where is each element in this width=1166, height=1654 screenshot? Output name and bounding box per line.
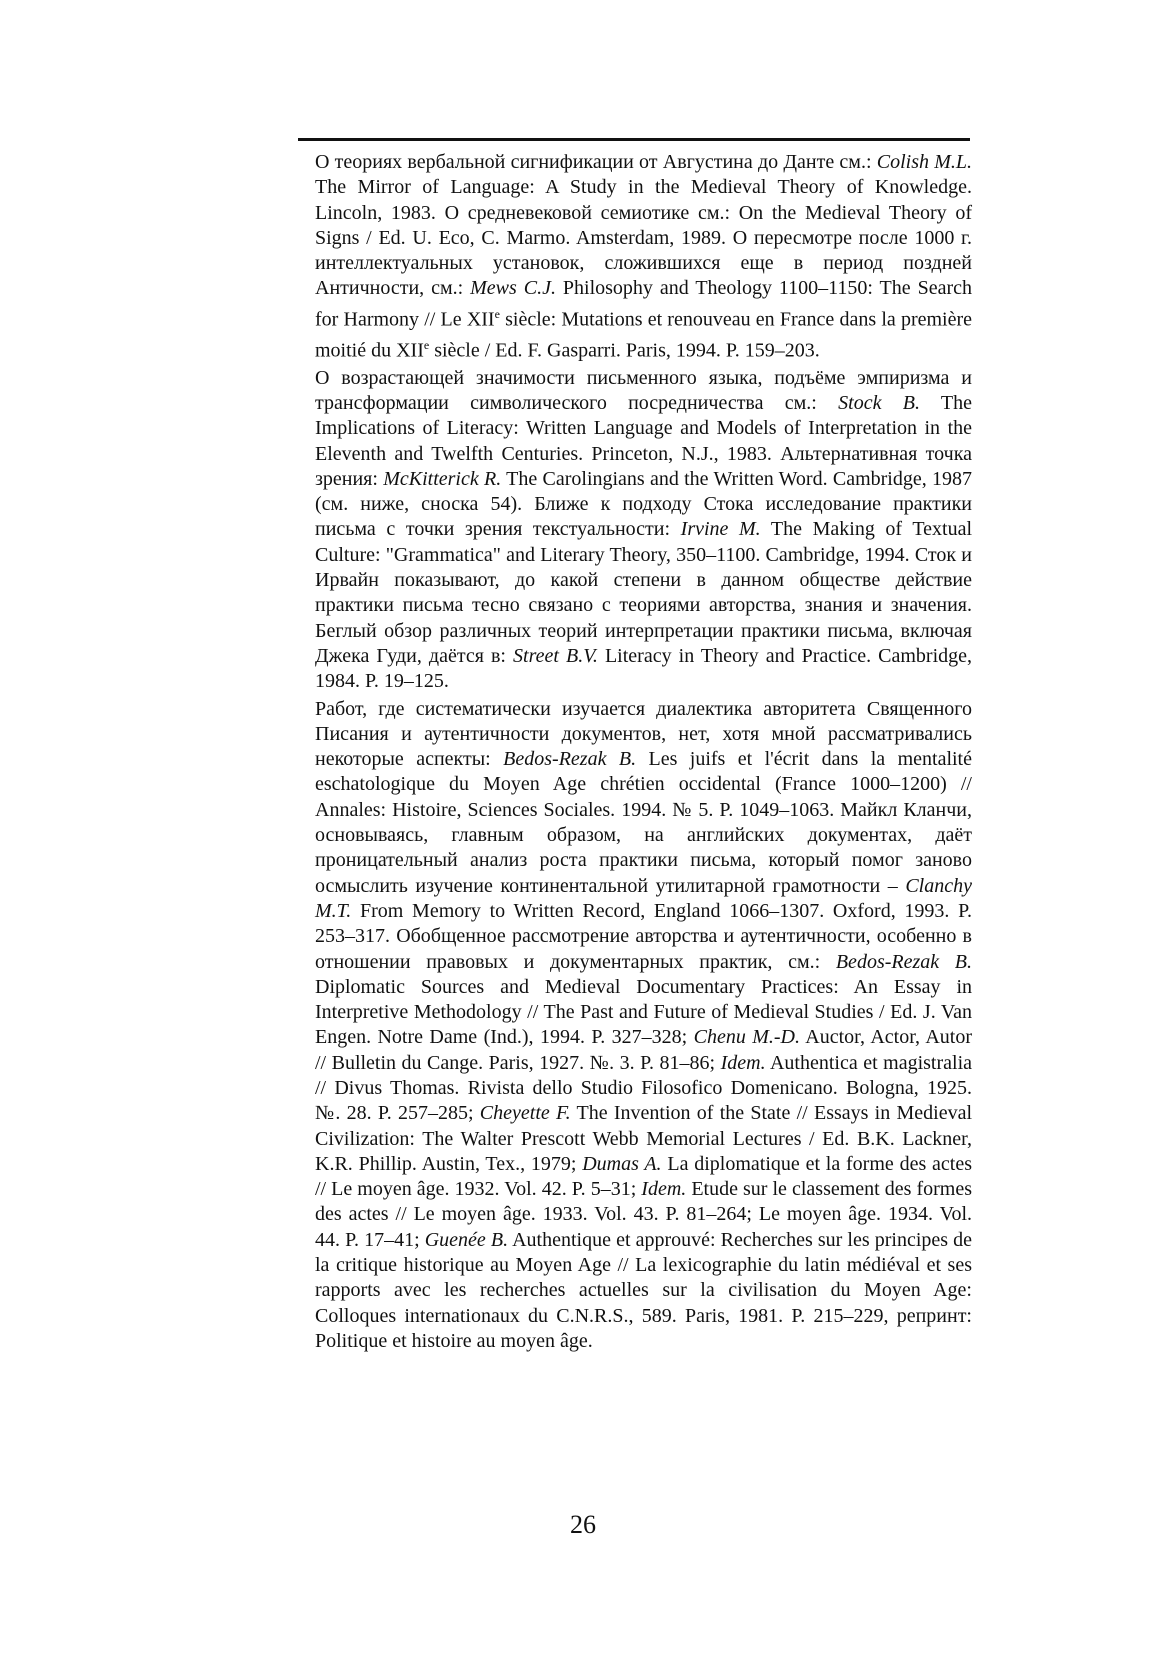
footnote-text: The Implications of Literacy: Written Language and Models of Interpretation in the Eleventh and Twelfth Centuries. Princeton, N.J., 1983. Альтернативная точка зрения: <box>315 391 973 490</box>
author-name: Stock B. <box>838 391 920 414</box>
author-name: Mews C.J. <box>470 277 556 300</box>
author-name: Irvine M. <box>680 518 761 541</box>
author-name: McKitterick R. <box>383 467 502 490</box>
author-name: Clanchy M.T. <box>315 874 972 922</box>
footnote-text: siècle: Mutations et renouveau en France dans la première moitié du XII <box>315 308 973 362</box>
footnote <box>315 366 972 695</box>
footnote-text: The Mirror of Language: A Study in the Medieval Theory of Knowledge. Lincoln, 1983. О средневековой семиотике см.: On the Medieval Theory of Signs / Ed. U. Eco, C. Marmo. Amsterdam, 1989. О пересмотре после 1000 г. интеллектуальных установок, сложившихся еще в период поздней Античности, см.: <box>315 176 972 300</box>
author-name: Idem. <box>720 1051 766 1074</box>
footnote-text: О возрастающей значимости письменного языка, подъёме эмпиризма и трансформации символического посредничества см.: <box>315 366 972 414</box>
footnote-text: Authentique et approuvé: Recherches sur les principes de la critique historique au Moyen Age // La lexicographie du latin médiéval et ses rapports avec les recherches actuelles sur la civilisation du Moyen Age: Colloques internationaux du C.N.R.S., 589. Paris, 1981. P. 215–229, репринт: Politique et histoire au moyen âge. <box>315 1228 973 1352</box>
author-name: Cheyette F. <box>479 1102 571 1125</box>
page-number: 26 <box>570 1510 596 1539</box>
footnote-text: The Invention of the State // Essays in Medieval Civilization: The Walter Prescott Webb Memorial Lectures / Ed. B.K. Lackner, K.R. Phillip. Austin, Tex., 1979; <box>315 1102 973 1175</box>
footnote-text: Les juifs et l'écrit dans la mentalité eschatologique du Moyen Age chrétien occidental (France 1000–1200) // Annales: Histoire, Sciences Sociales. 1994. № 5. P. 1049–1063. Майкл Кланчи, основываясь, главным образом, на английских документах, даёт проницательный анализ роста практики письма, который помог заново осмыслить изучение континентальной утилитарной грамотности – <box>315 748 972 897</box>
author-name: Idem. <box>641 1178 687 1201</box>
footnote <box>315 697 972 1355</box>
superscript: e <box>423 337 430 352</box>
footnote-text: Authentica et magistralia // Divus Thomas. Rivista dello Studio Filosofico Domenicano. Bologna, 1925. №. 28. P. 257–285; <box>315 1051 972 1125</box>
footnotes-block <box>315 150 972 1356</box>
footnote-separator-rule <box>298 138 970 141</box>
footnote-text: The Making of Textual Culture: "Grammatica" and Literary Theory, 350–1100. Cambridge, 1994. Сток и Ирвайн показывают, до какой степени в данном обществе действие практики письма тесно связано с теориями авторства, знания и значения. Беглый обзор различных теорий интерпретации практики письма, включая Джека Гуди, даётся в: <box>315 518 973 667</box>
footnote-text: Diplomatic Sources and Medieval Documentary Practices: An Essay in Interpretive Methodology // The Past and Future of Medieval Studies / Ed. J. Van Engen. Notre Dame (Ind.), 1994. P. 327–328; <box>315 975 972 1049</box>
footnote-text: siècle / Ed. F. Gasparri. Paris, 1994. P. 159–203. <box>429 339 820 362</box>
footnote-text: Работ, где систематически изучается диалектика авторитета Священного Писания и аутентичности документов, нет, хотя мной рассматривались некоторые аспекты: <box>315 697 972 771</box>
footnote <box>315 150 972 364</box>
footnote-text: Etude sur le classement des formes des actes // Le moyen âge. 1933. Vol. 43. P. 81–264; Le moyen âge. 1934. Vol. 44. P. 17–41; <box>315 1178 973 1251</box>
superscript: e <box>494 306 500 321</box>
footnote-text: Literacy in Theory and Practice. Cambridge, 1984. P. 19–125. <box>315 644 973 693</box>
footnote-text: Auctor, Actor, Autor // Bulletin du Cange. Paris, 1927. №. 3. P. 81–86; <box>315 1026 973 1074</box>
author-name: Chenu M.-D. <box>693 1026 800 1049</box>
footnote-text: О теориях вербальной сигнификации от Августина до Данте см.: <box>315 151 877 173</box>
footnote-text: The Carolingians and the Written Word. Cambridge, 1987 (см. ниже, сноска 54). Ближе к подходу Стока исследование практики письма с точки зрения текстуальности: <box>315 467 972 541</box>
author-name: Bedos-Rezak B. <box>503 748 637 771</box>
author-name: Dumas A. <box>582 1152 662 1175</box>
author-name: Guenée B. <box>424 1228 509 1251</box>
author-name: Street B.V. <box>513 644 598 667</box>
footnote-text: From Memory to Written Record, England 1066–1307. Oxford, 1993. P. 253–317. Обобщенное рассмотрение авторства и аутентичности, особенно в отношении правовых и документарных практик, см.: <box>315 899 972 973</box>
footnote-text: Philosophy and Theology 1100–1150: The Search for Harmony // Le XII <box>315 277 972 331</box>
footnote-text: La diplomatique et la forme des actes // Le moyen âge. 1932. Vol. 42. P. 5–31; <box>315 1152 972 1201</box>
author-name: Colish M.L. <box>876 151 972 173</box>
author-name: Bedos-Rezak B. <box>835 950 973 973</box>
